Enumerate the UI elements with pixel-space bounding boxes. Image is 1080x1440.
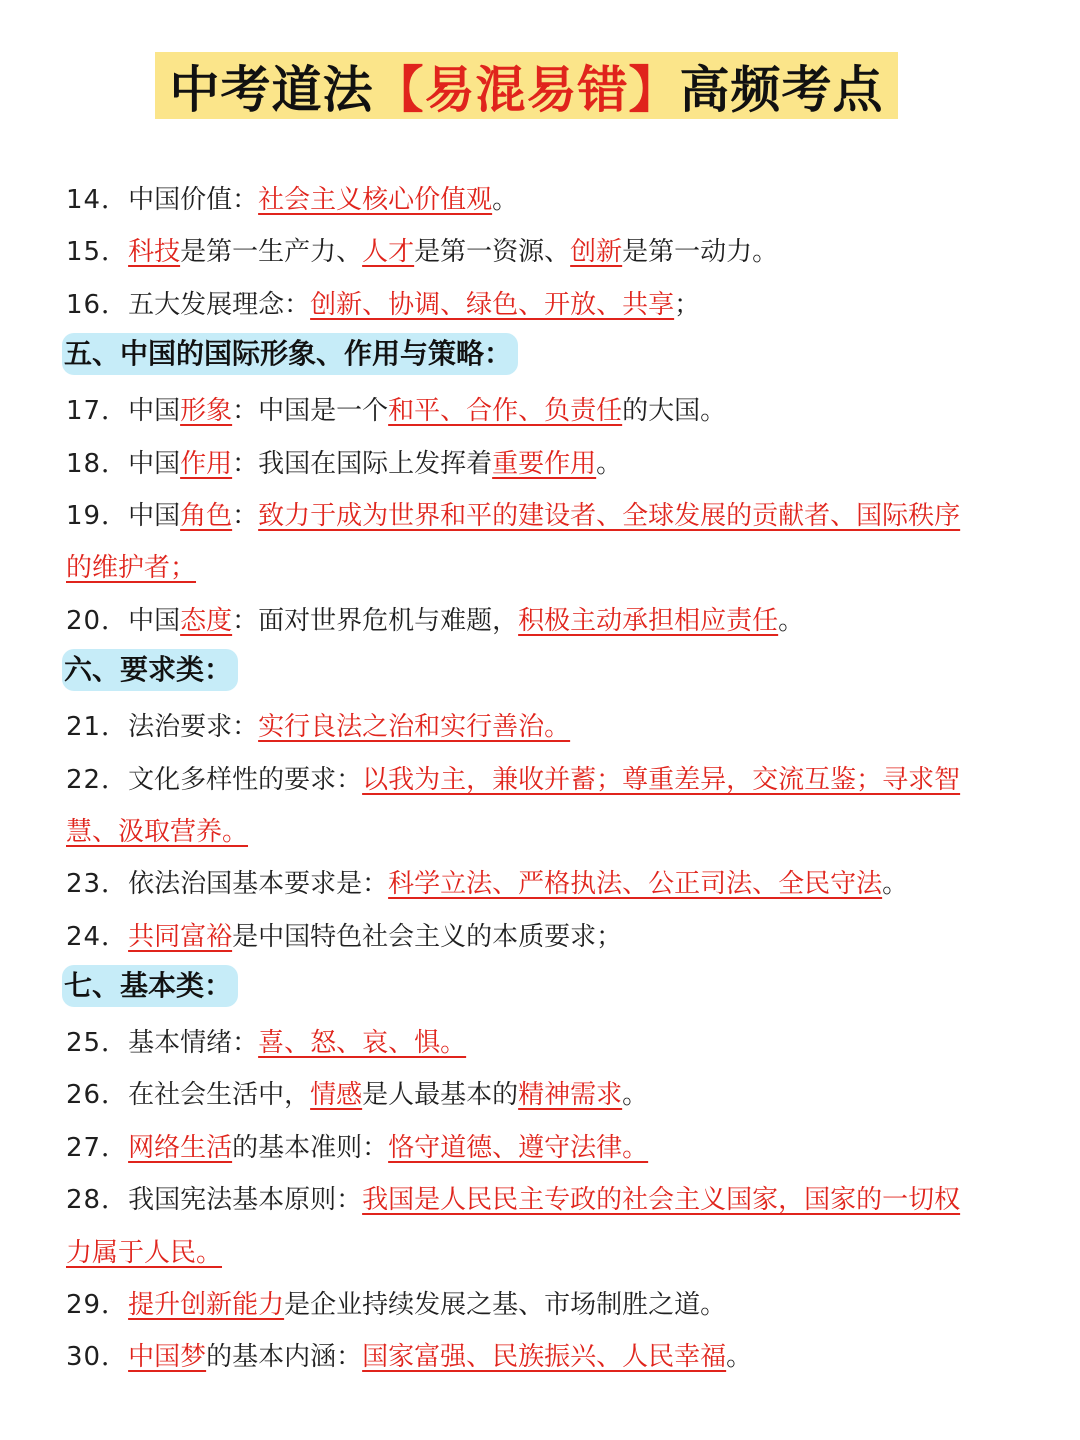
item-text: ：我国在国际上发挥着 <box>232 448 493 479</box>
section-heading-row <box>66 647 1016 701</box>
highlighted-text: 形象 <box>180 396 233 427</box>
highlighted-text: 提升创新能力 <box>128 1290 285 1321</box>
item-text: ： <box>232 500 259 531</box>
item-text: ：中国是一个 <box>232 396 389 427</box>
item-text: 的大国。 <box>622 396 727 427</box>
item-number: 21． <box>66 712 129 743</box>
item-number: 24． <box>66 921 129 952</box>
item-text: 文化多样性的要求： <box>128 764 363 795</box>
page-title <box>170 50 884 122</box>
list-item <box>66 1017 1016 1069</box>
item-text: 。 <box>882 869 909 900</box>
highlighted-text: 的维护者； <box>66 553 197 584</box>
item-text: 法治要求： <box>128 712 259 743</box>
item-text: 中国价值： <box>128 185 259 215</box>
item-number: 17． <box>66 396 129 427</box>
item-text: 是中国特色社会主义的本质要求； <box>232 921 623 952</box>
highlighted-text: 科技 <box>128 237 181 268</box>
item-text: 中国 <box>128 396 181 427</box>
highlighted-text: 实行良法之治和实行善治。 <box>258 712 571 743</box>
item-text: 基本情绪： <box>128 1028 259 1059</box>
highlighted-text: 创新 <box>570 237 623 268</box>
item-number: 29． <box>66 1290 129 1321</box>
item-text: 中国 <box>128 605 181 636</box>
item-text: 是第一动力。 <box>622 237 779 268</box>
list-item <box>66 1331 1016 1383</box>
item-text: 我国宪法基本原则： <box>128 1185 363 1216</box>
item-text: ； <box>674 289 701 320</box>
item-number: 28． <box>66 1185 129 1216</box>
list-item <box>66 490 1016 542</box>
item-number: 16． <box>66 289 129 320</box>
item-number: 27． <box>66 1132 129 1163</box>
highlighted-text: 角色 <box>180 500 233 531</box>
item-text: 。 <box>596 448 623 479</box>
highlighted-text: 积极主动承担相应责任 <box>518 605 779 636</box>
list-item <box>66 438 1016 490</box>
list-item <box>66 226 1016 278</box>
item-number: 19． <box>66 500 129 531</box>
item-number: 20． <box>66 605 129 636</box>
highlighted-text: 人才 <box>362 237 415 268</box>
list-item <box>66 806 1016 858</box>
item-text: 。 <box>778 605 805 636</box>
item-text: 中国 <box>128 500 181 531</box>
content-list <box>66 174 1016 1384</box>
highlighted-text: 和平、合作、负责任 <box>388 396 623 427</box>
highlighted-text: 态度 <box>180 605 233 636</box>
highlighted-text: 作用 <box>180 448 233 479</box>
highlighted-text: 情感 <box>310 1080 363 1111</box>
list-item <box>66 701 1016 753</box>
section-heading: 六、要求类： <box>62 649 238 691</box>
item-text: 五大发展理念： <box>128 289 311 320</box>
highlighted-text: 精神需求 <box>518 1080 623 1111</box>
section-heading: 七、基本类： <box>62 965 238 1007</box>
item-text: 。 <box>622 1080 649 1111</box>
item-text: 是第一生产力、 <box>180 237 363 268</box>
item-number: 14． <box>66 185 129 215</box>
section-heading: 五、中国的国际形象、作用与策略： <box>62 333 518 375</box>
item-text: 是第一资源、 <box>414 237 571 268</box>
highlighted-text: 恪守道德、遵守法律。 <box>388 1132 649 1163</box>
section-heading-row <box>66 963 1016 1017</box>
item-text: 是人最基本的 <box>362 1080 519 1111</box>
item-text: ：面对世界危机与难题， <box>232 605 519 636</box>
highlighted-text: 创新、协调、绿色、开放、共享 <box>310 289 675 320</box>
highlighted-text: 力属于人民。 <box>66 1237 223 1268</box>
highlighted-text: 喜、怒、哀、惧。 <box>258 1028 467 1059</box>
section-heading-row <box>66 331 1016 385</box>
item-text: 的基本内涵： <box>206 1342 363 1373</box>
highlighted-text: 中国梦 <box>128 1342 207 1373</box>
item-text: 是企业持续发展之基、市场制胜之道。 <box>284 1290 727 1321</box>
highlighted-text: 共同富裕 <box>128 921 233 952</box>
list-item <box>66 1279 1016 1331</box>
highlighted-text: 国家富强、民族振兴、人民幸福 <box>362 1342 727 1373</box>
highlighted-text: 重要作用 <box>492 448 597 479</box>
list-item <box>66 595 1016 647</box>
item-number: 25． <box>66 1028 129 1059</box>
highlighted-text: 以我为主，兼收并蓄；尊重差异，交流互鉴；寻求智 <box>362 764 961 795</box>
list-item <box>66 911 1016 963</box>
item-text: 的基本准则： <box>232 1132 389 1163</box>
list-item <box>66 1174 1016 1226</box>
highlighted-text: 网络生活 <box>128 1132 233 1163</box>
title-suffix: 高频考点 <box>679 60 884 119</box>
item-text: 。 <box>492 185 519 215</box>
item-number: 18． <box>66 448 129 479</box>
item-text: 在社会生活中， <box>128 1080 311 1111</box>
list-item <box>66 174 1016 226</box>
list-item <box>66 754 1016 806</box>
item-number: 15． <box>66 237 129 268</box>
highlighted-text: 我国是人民民主专政的社会主义国家，国家的一切权 <box>362 1185 961 1216</box>
highlighted-text: 慧、汲取营养。 <box>66 816 249 847</box>
list-item <box>66 1122 1016 1174</box>
highlighted-text: 社会主义核心价值观 <box>258 185 493 215</box>
item-number: 30． <box>66 1342 129 1373</box>
item-text: 依法治国基本要求是： <box>128 869 389 900</box>
list-item <box>66 1227 1016 1279</box>
title-banner <box>155 52 898 119</box>
highlighted-text: 科学立法、严格执法、公正司法、全民守法 <box>388 869 883 900</box>
list-item <box>66 1069 1016 1121</box>
item-text: 中国 <box>128 448 181 479</box>
title-prefix: 中考道法 <box>169 60 374 119</box>
item-number: 23． <box>66 869 129 900</box>
item-number: 22． <box>66 764 129 795</box>
title-accent: 【易混易错】 <box>373 60 680 119</box>
item-number: 26． <box>66 1080 129 1111</box>
highlighted-text: 致力于成为世界和平的建设者、全球发展的贡献者、国际秩序 <box>258 500 961 531</box>
list-item <box>66 279 1016 331</box>
item-text: 。 <box>726 1342 753 1373</box>
list-item <box>66 542 1016 594</box>
list-item <box>66 385 1016 437</box>
list-item <box>66 858 1016 910</box>
